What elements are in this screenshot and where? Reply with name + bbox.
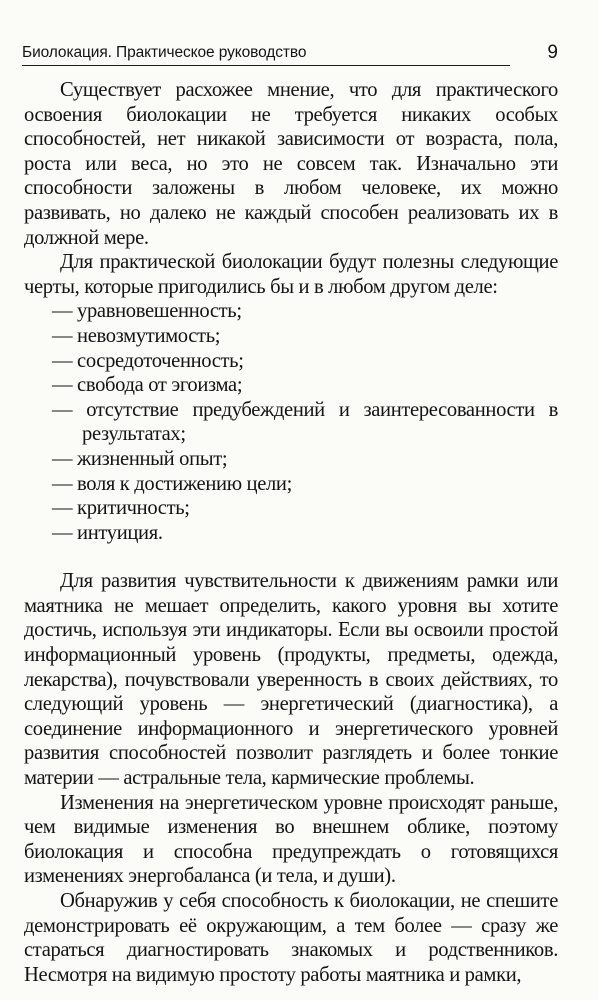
trait-item: — воля к достижению цели; [52, 472, 292, 495]
trait-item: — сосредоточенность; [52, 349, 244, 372]
section-gap [24, 545, 558, 569]
development-paragraph: Для развития чувствительности к движениям рамки или маятника не мешает определить, какого уровня вы хотите достичь, используя эти индикаторы. Если вы освоили простой информационный уровень (продукты, предметы, одежда, лекарства), почувствовали уверенность в своих действиях, то следующий уровень — энергетический (диагностика), а соединение информационного и энергетического уровней развития способностей позволит разглядеть и более тонкие материи — астральные тела, кармические проблемы. [24, 570, 558, 790]
page-number: 9 [547, 42, 558, 63]
warning-paragraph: Обнаружив у себя способность к биолокации, не спешите демонстрировать её окружающим, а тем более — сразу же стараться диагностировать знакомых и родственников. Несмотря на видимую простоту работы маятника и рамки, [24, 890, 558, 986]
trait-item: — жизненный опыт; [52, 447, 228, 470]
intro-paragraph: Существует расхожее мнение, что для практического освоения биолокации не требуется никаких особых способностей, нет никакой зависимости от возраста, пола, роста или веса, но это не совсем так. Изначально эти способности заложены в любом человеке, их можно развивать, но далеко не каждый способен реализовать их в должной мере. [24, 79, 558, 249]
header-title: Биолокация. Практическое руководство [22, 44, 307, 61]
body-text [24, 78, 558, 987]
trait-item: — свобода от эгоизма; [52, 374, 243, 397]
trait-item: — уравновешенность; [52, 300, 242, 323]
trait-item: — интуиция. [52, 521, 163, 544]
traits-intro-paragraph: Для практической биолокации будут полезны следующие черты, которые пригодились бы и в любом другом деле: [24, 251, 558, 298]
changes-paragraph: Изменения на энергетическом уровне происходят раньше, чем видимые изменения во внешнем облике, поэтому биолокация и способна предупреждать о готовящихся изменениях энергобаланса (и тела, и души). [24, 791, 558, 888]
trait-item: — критичность; [52, 497, 190, 520]
traits-list [24, 299, 558, 545]
trait-item: — невозмутимость; [52, 324, 221, 347]
trait-item: — отсутствие предубеждений и заинтересованности в результатах; [52, 398, 558, 446]
header-rule [22, 65, 510, 66]
running-header [22, 44, 558, 68]
